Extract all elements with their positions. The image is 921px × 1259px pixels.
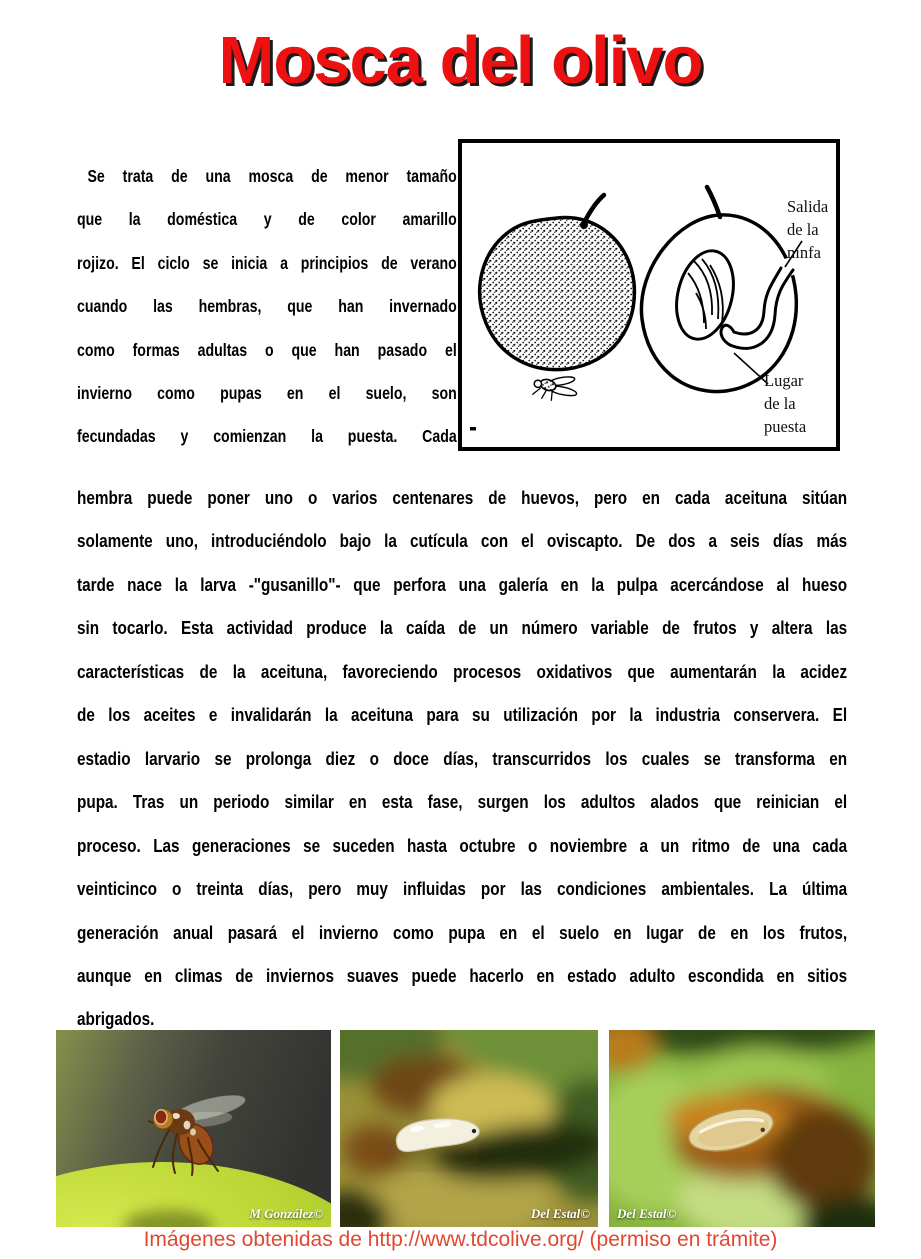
text-line: fecundadas y comienzan la puesta. Cada: [77, 426, 457, 447]
text-line: generación anual pasará el invierno como pupa en el suelo en lugar de en los frutos,: [77, 922, 848, 943]
larva-image: [340, 1030, 598, 1227]
label-line: de la: [787, 220, 819, 239]
text-line: solamente uno, introduciéndolo bajo la cutícula con el oviscapto. De dos a seis días más: [77, 531, 848, 552]
text-line: que la doméstica y de color amarillo: [77, 209, 457, 230]
photo-pupa-in-cavity: [609, 1030, 875, 1227]
page-title: Mosca del olivo: [218, 23, 703, 98]
text-line: estadio larvario se prolonga diez o doce días, transcurridos los cuales se transforma en: [77, 748, 848, 769]
text-line: Se trata de una mosca de menor tamaño: [87, 166, 457, 186]
text-line: invierno como pupas en el suelo, son: [77, 383, 457, 404]
label-line: Lugar: [764, 371, 804, 390]
text-line: cuando las hembras, que han invernado: [77, 296, 457, 317]
text-line: de los aceites e invalidarán la aceituna para su utilización por la industria conservera. El: [77, 705, 848, 726]
egg-laying-site-label: [764, 369, 806, 438]
body-paragraph: [77, 477, 847, 1042]
photo-watermark: Del Estal©: [530, 1206, 590, 1221]
text-line: hembra puede poner uno o varios centenares de huevos, pero en cada aceituna sitúan: [77, 488, 848, 508]
text-line: aunque en climas de inviernos suaves puede hacerlo en estado adulto escondida en sitios: [77, 965, 848, 986]
credit-line: Imágenes obtenidas de http://www.tdcolive.org/ (permiso en trámite): [143, 1228, 778, 1251]
photo-watermark: M González©: [249, 1206, 323, 1221]
stray-mark: [470, 427, 476, 431]
label-line: puesta: [764, 417, 807, 436]
text-line: características de la aceituna, favoreciendo procesos oxidativos que aumentarán la acidez: [77, 661, 848, 682]
text-line: pupa. Tras un periodo similar en esta fase, surgen los adultos alados que reinician el: [77, 792, 848, 813]
photo-olive-fly: [56, 1030, 331, 1227]
text-line: tarde nace la larva -"gusanillo"- que perfora una galería en la pulpa acercándose al hueso: [77, 574, 848, 595]
label-line: de la: [764, 394, 796, 413]
label-line: ninfa: [787, 243, 821, 262]
text-line: proceso. Las generaciones se suceden hasta octubre o noviembre a un ritmo de una cada: [77, 835, 848, 856]
cut-olive-stem: [707, 187, 720, 217]
pupa-image: [609, 1030, 875, 1227]
nymph-exit-label: [787, 195, 828, 264]
text-line: como formas adultas o que han pasado el: [77, 339, 457, 360]
text-line: rojizo. El ciclo se inicia a principios de verano: [77, 252, 457, 273]
label-line: Salida: [787, 197, 829, 216]
olive-fly-image: [56, 1030, 331, 1227]
text-line: abrigados.: [77, 1009, 155, 1030]
text-line: veinticinco o treinta días, pero muy influidas por las condiciones ambientales. La última: [77, 879, 848, 900]
photo-watermark: Del Estal©: [617, 1206, 677, 1221]
olive-diagram: [458, 139, 840, 451]
photo-larva-in-pulp: [340, 1030, 598, 1227]
intro-paragraph: [77, 155, 457, 459]
whole-olive-sketch: [480, 195, 635, 370]
text-line: sin tocarlo. Esta actividad produce la caída de un número variable de frutos y altera las: [77, 618, 848, 639]
olive-stem: [584, 195, 604, 223]
cut-olive-sketch: [641, 187, 798, 392]
